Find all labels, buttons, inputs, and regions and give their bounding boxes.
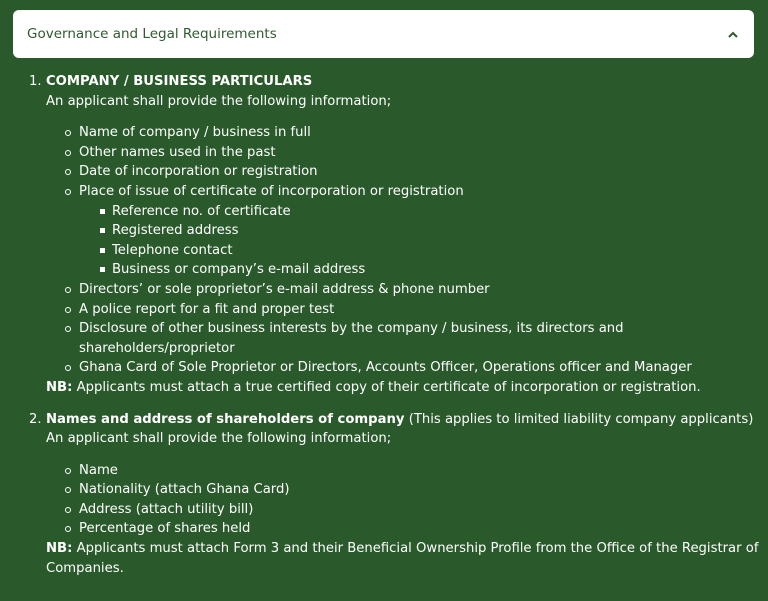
list-item: Address (attach utility bill) [29, 500, 761, 520]
list-item: Ghana Card of Sole Proprietor or Directors, Accounts Officer, Operations officer and Manager [29, 358, 761, 378]
list-item: Percentage of shares held [29, 519, 761, 539]
accordion-header[interactable] [13, 10, 754, 58]
section-number: 2. [29, 411, 42, 427]
accordion-title: Governance and Legal Requirements [27, 26, 277, 42]
section-1-heading [29, 72, 761, 92]
section-title: COMPANY / BUSINESS PARTICULARS [46, 74, 313, 89]
sub-list-item: Registered address [29, 221, 761, 241]
section-title-note: (This applies to limited liability company applicants) [404, 411, 754, 427]
list-item: Name [29, 461, 761, 481]
shareholder-requirements-list [29, 461, 761, 539]
requirements-list-continued [29, 280, 761, 378]
section-intro: An applicant shall provide the following information; [46, 431, 392, 447]
section-1-note [46, 378, 761, 398]
list-item: Date of incorporation or registration [29, 162, 761, 182]
sub-requirements-list [29, 202, 761, 280]
list-item: Place of issue of certificate of incorporation or registration [29, 182, 761, 202]
chevron-up-icon[interactable] [726, 27, 740, 41]
nb-text: Applicants must attach a true certified copy of their certificate of incorporation or registration. [72, 379, 701, 395]
section-number: 1. [29, 74, 42, 89]
list-item: A police report for a fit and proper test [29, 300, 761, 320]
list-item: Nationality (attach Ghana Card) [29, 480, 761, 500]
section-intro: An applicant shall provide the following information; [46, 93, 392, 109]
nb-label: NB: [46, 379, 73, 395]
list-item: Disclosure of other business interests by the company / business, its directors and shareholders/proprietor [29, 319, 761, 358]
sub-list-item: Reference no. of certificate [29, 202, 761, 222]
sub-list-item: Telephone contact [29, 241, 761, 261]
requirements-list [29, 123, 761, 201]
section-title: Names and address of shareholders of company [46, 411, 405, 427]
section-2-note [46, 539, 761, 578]
list-item: Name of company / business in full [29, 123, 761, 143]
list-item: Directors’ or sole proprietor’s e-mail address & phone number [29, 280, 761, 300]
list-item: Other names used in the past [29, 143, 761, 163]
accordion-content [29, 72, 761, 578]
section-2-heading [29, 410, 761, 430]
sub-list-item: Business or company’s e-mail address [29, 260, 761, 280]
nb-label: NB: [46, 541, 73, 557]
nb-text: Applicants must attach Form 3 and their Beneficial Ownership Profile from the Office of the Registrar of Companies. [46, 541, 759, 576]
